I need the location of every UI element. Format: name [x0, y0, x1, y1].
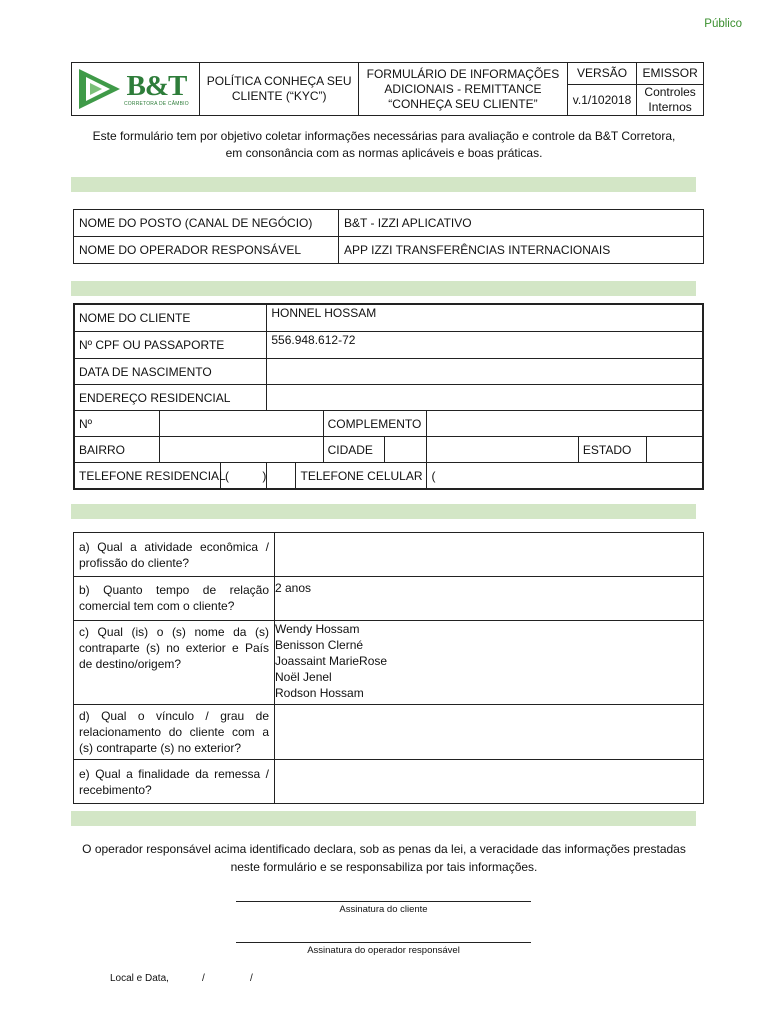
tel-res-cell — [74, 463, 267, 490]
answer-c-line: Joassaint MarieRose — [275, 654, 388, 668]
declaration-text: O operador responsável acima identificado declara, sob as penas da lei, a veracidade das informações prestadas neste formulário e se responsabiliza por tais informações. — [82, 842, 686, 874]
tel-res-field-cont[interactable] — [267, 463, 295, 488]
date-separator: / — [202, 973, 205, 984]
section-divider — [71, 281, 696, 296]
emissor-value: Controles Internos — [637, 85, 704, 116]
bairro-label: BAIRRO — [74, 437, 160, 463]
place-date-label: Local e Data, — [110, 973, 169, 984]
answer-c-line: Noël Jenel — [275, 670, 332, 684]
tel-res-field[interactable]: ( ) — [225, 468, 267, 483]
numero-field[interactable] — [160, 411, 323, 437]
nome-cliente-label: NOME DO CLIENTE — [74, 304, 267, 332]
nome-cliente-field[interactable]: HONNEL HOSSAM — [267, 304, 703, 332]
answer-c-line: Benisson Clerné — [275, 638, 364, 652]
classification-label: Público — [704, 18, 742, 30]
complemento-field[interactable] — [427, 411, 703, 437]
tel-res-cont — [267, 463, 427, 490]
cpf-label: Nº CPF OU PASSAPORTE — [74, 332, 267, 359]
form-title: FORMULÁRIO DE INFORMAÇÕES ADICIONAIS - REMITTANCE “CONHEÇA SEU CLIENTE” — [359, 63, 568, 116]
endereco-label: ENDEREÇO RESIDENCIAL — [74, 385, 267, 411]
answer-d[interactable] — [275, 705, 704, 760]
question-row-d — [74, 705, 704, 760]
question-row-c — [74, 621, 704, 705]
answer-a[interactable] — [275, 533, 704, 577]
date-separator: / — [250, 973, 253, 984]
company-logo — [72, 66, 199, 113]
tel-cel-cell — [427, 463, 703, 490]
document-header — [71, 62, 704, 116]
emissor-label: EMISSOR — [637, 63, 704, 85]
versao-value: v.1/102018 — [567, 85, 636, 116]
logo-triangle-icon — [76, 67, 122, 111]
cidade-field[interactable] — [427, 437, 577, 462]
estado-label: ESTADO — [578, 437, 646, 462]
answer-c-line: Rodson Hossam — [275, 686, 364, 700]
section-divider — [71, 177, 696, 192]
operator-signature-label: Assinatura do operador responsável — [307, 945, 460, 956]
complemento-label: COMPLEMENTO — [323, 411, 427, 437]
answer-b[interactable] — [275, 577, 704, 621]
versao-label: VERSÃO — [567, 63, 636, 85]
estado-field[interactable] — [646, 437, 703, 463]
logo-wordmark: B&T — [126, 69, 187, 102]
cpf-field[interactable]: 556.948.612-72 — [267, 332, 703, 359]
question-row-e — [74, 760, 704, 804]
intro-text: Este formulário tem por objetivo coletar informações necessárias para avaliação e controle da B&T Corretora, em consonância com as normas aplicáveis e boas práticas. — [92, 129, 676, 160]
client-signature-line[interactable] — [236, 901, 531, 902]
nascimento-field[interactable] — [267, 359, 703, 385]
question-c: c) Qual (is) o (s) nome da (s) contraparte (s) no exterior e País de destino/origem? — [74, 621, 275, 705]
logo-cell — [72, 63, 200, 116]
nascimento-label: DATA DE NASCIMENTO — [74, 359, 267, 385]
tel-res-label: TELEFONE RESIDENCIAL — [75, 463, 221, 488]
posto-value[interactable]: B&T - IZZI APLICATIVO — [339, 210, 704, 237]
bairro-field[interactable] — [160, 437, 323, 463]
questions-table — [73, 532, 704, 804]
operador-value[interactable]: APP IZZI TRANSFERÊNCIAS INTERNACIONAIS — [339, 237, 704, 264]
question-a: a) Qual a atividade econômica / profissão do cliente? — [74, 533, 275, 577]
policy-title: POLÍTICA CONHEÇA SEU CLIENTE (“KYC”) — [200, 63, 359, 116]
section-divider — [71, 504, 696, 519]
client-signature-label: Assinatura do cliente — [339, 904, 428, 915]
cidade-estado-cell — [427, 437, 646, 463]
cidade-field-start[interactable] — [384, 437, 427, 462]
operator-signature-line[interactable] — [236, 942, 531, 943]
answer-e[interactable] — [275, 760, 704, 804]
question-b: b) Quanto tempo de relação comercial tem com o cliente? — [74, 577, 275, 621]
posto-label: NOME DO POSTO (CANAL DE NEGÓCIO) — [74, 210, 339, 237]
question-d: d) Qual o vínculo / grau de relacionamento do cliente com a (s) contraparte (s) no exterior? — [74, 705, 275, 760]
endereco-field[interactable] — [267, 385, 703, 411]
client-data-table — [73, 303, 704, 490]
section-divider — [71, 811, 696, 826]
business-channel-table — [73, 209, 704, 264]
question-row-a — [74, 533, 704, 577]
tel-cel-label: TELEFONE CELULAR — [295, 463, 426, 488]
logo-subtitle: CORRETORA DE CÂMBIO — [124, 100, 189, 107]
answer-b-line: 2 anos — [275, 581, 312, 595]
cidade-label: CIDADE — [327, 442, 373, 457]
answer-c-line: Wendy Hossam — [275, 622, 360, 636]
answer-c[interactable] — [275, 621, 704, 705]
question-row-b — [74, 577, 704, 621]
tel-cel-field[interactable]: ( — [431, 468, 436, 483]
question-e: e) Qual a finalidade da remessa / recebimento? — [74, 760, 275, 804]
numero-label: Nº — [74, 411, 160, 437]
operador-label: NOME DO OPERADOR RESPONSÁVEL — [74, 237, 339, 264]
cidade-cell — [323, 437, 427, 463]
